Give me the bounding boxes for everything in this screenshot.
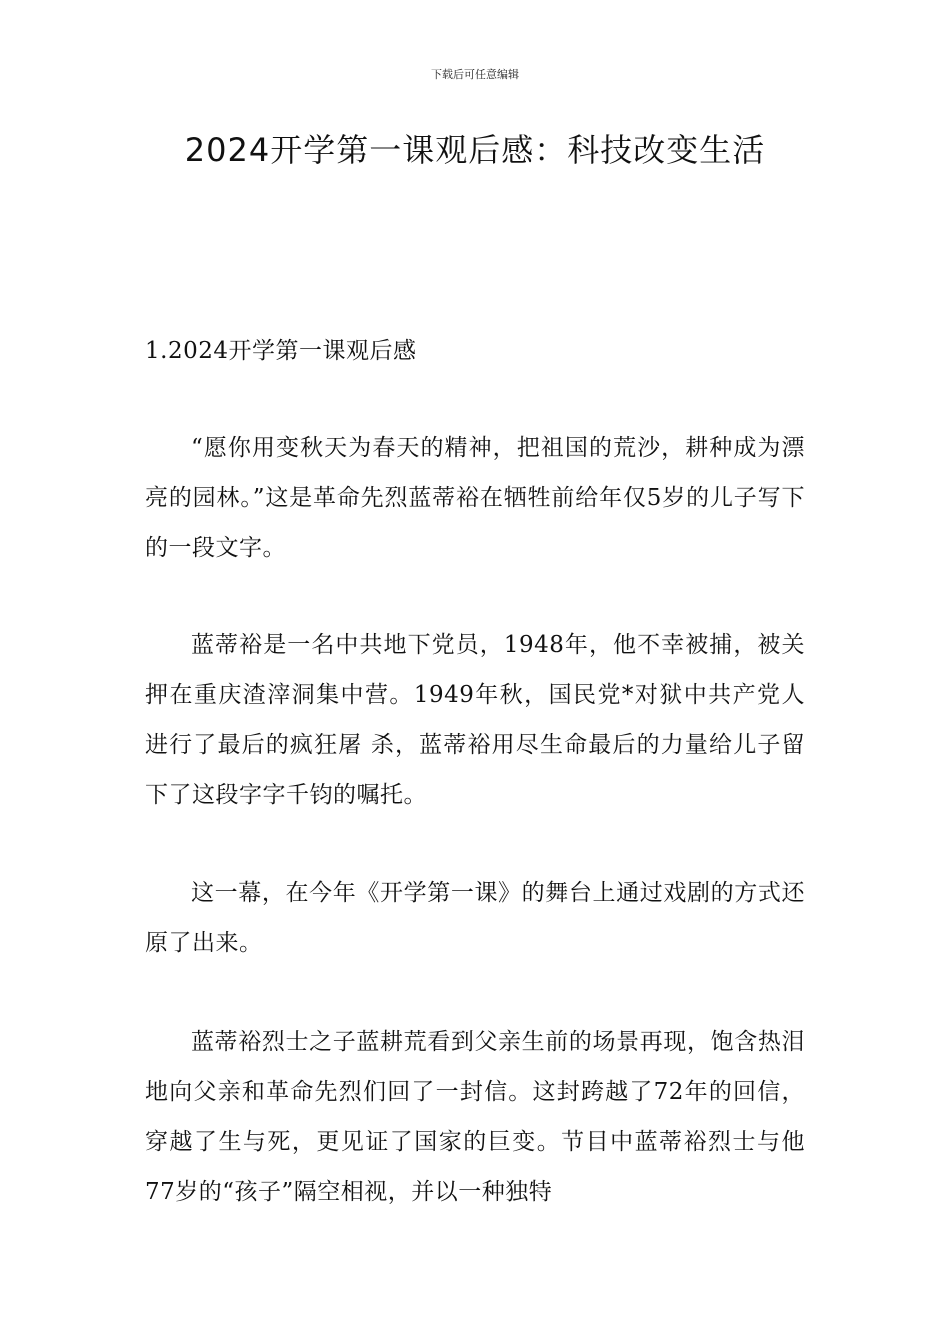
paragraph: 蓝蒂裕是一名中共地下党员，1948年，他不幸被捕，被关押在重庆渣滓洞集中营。1949年秋，国民党*对狱中共产党人进行了最后的疯狂屠 杀，蓝蒂裕用尽生命最后的力量给儿子留下了这段字字千钧的嘱托。 xyxy=(145,632,805,808)
paragraph: “愿你用变秋天为春天的精神，把祖国的荒沙，耕种成为漂亮的园林。”这是革命先烈蓝蒂裕在牺牲前给年仅5岁的儿子写下的一段文字。 xyxy=(145,435,805,561)
paragraph: 这一幕，在今年《开学第一课》的舞台上通过戏剧的方式还原了出来。 xyxy=(145,880,805,956)
header-note: 下载后可任意编辑 xyxy=(431,68,519,81)
paragraph: 蓝蒂裕烈士之子蓝耕荒看到父亲生前的场景再现，饱含热泪地向父亲和革命先烈们回了一封信。这封跨越了72年的回信，穿越了生与死，更见证了国家的巨变。节目中蓝蒂裕烈士与他77岁的“孩子”隔空相视，并以一种独特 xyxy=(145,1029,805,1205)
document-title: 2024开学第一课观后感：科技改变生活 xyxy=(184,131,766,169)
section-heading: 1.2024开学第一课观后感 xyxy=(145,338,417,364)
